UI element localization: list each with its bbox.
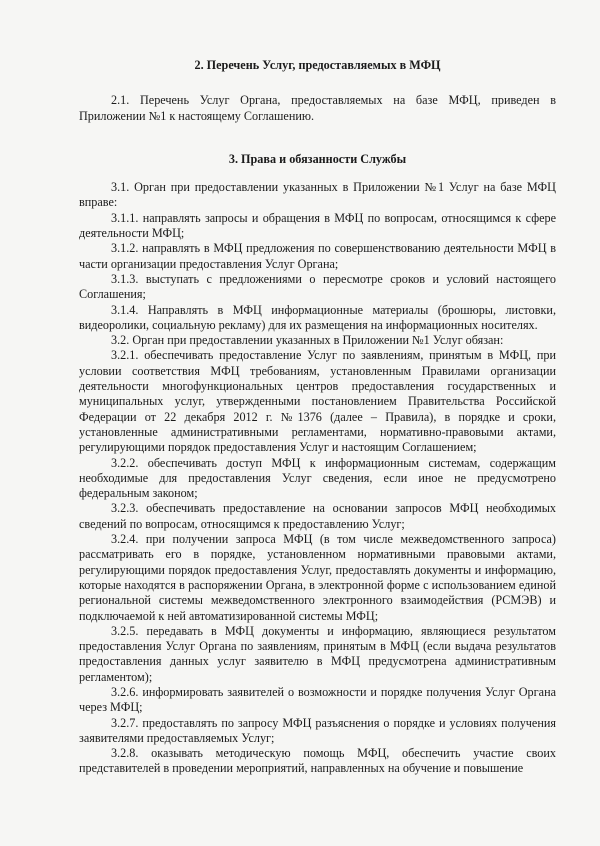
paragraph-3-1-1: 3.1.1. направлять запросы и обращения в МФЦ по вопросам, относящимся к сфере деятельности МФЦ; (79, 210, 556, 241)
paragraph-3-2-6: 3.2.6. информировать заявителей о возможности и порядке получения Услуг Органа через МФЦ; (79, 684, 556, 715)
paragraph-3-1: 3.1. Орган при предоставлении указанных в Приложении №1 Услуг на базе МФЦ вправе: (79, 180, 556, 210)
paragraph-3-2-7: 3.2.7. предоставлять по запросу МФЦ разъяснения о порядке и условиях получения заявителями предоставляемых Услуг; (79, 715, 556, 745)
paragraph-3-1-2: 3.1.2. направлять в МФЦ предложения по совершенствованию деятельности МФЦ в части организации предоставления Услуг Органа; (79, 241, 556, 271)
paragraph-3-2-3: 3.2.3. обеспечивать предоставление на основании запросов МФЦ необходимых сведений по вопросам, относящимся к предоставлению Услуг; (79, 501, 556, 531)
paragraph-3-2-1: 3.2.1. обеспечивать предоставление Услуг по заявлениям, принятым в МФЦ, при условии соответствия МФЦ требованиям, установленным Правилами организации деятельности многофункциональных центров предоставления государственных и муниципальных услуг, утвержденными постановлением Правительства Российской Федерации от 22 декабря 2012 г. №1376 (далее – Правила), в порядке и сроки, установленные административными регламентами, нормативно-правовыми актами, регулирующими порядок предоставления Услуг и настоящим Соглашением; (79, 348, 556, 455)
paragraph-3-2-5: 3.2.5. передавать в МФЦ документы и информацию, являющиеся результатом предоставления Услуг Органа по заявлениям, принятым в МФЦ (если выдача результатов предоставления данных услуг заявителю в МФЦ предусмотрена административным регламентом); (79, 623, 556, 684)
paragraph-3-2-2: 3.2.2. обеспечивать доступ МФЦ к информационным системам, содержащим необходимые для предоставления Услуг сведения, если иное не предусмотрено федеральным законом; (79, 455, 556, 501)
paragraph-3-2-8: 3.2.8. оказывать методическую помощь МФЦ, обеспечить участие своих представителей в проведении мероприятий, направленных на обучение и повышение (79, 746, 556, 776)
paragraph-3-1-4: 3.1.4. Направлять в МФЦ информационные материалы (брошюры, листовки, видеоролики, социальную рекламу) для их размещения на информационных носителях. (79, 302, 556, 332)
paragraph-2-1: 2.1. Перечень Услуг Органа, предоставляемых на базе МФЦ, приведен в Приложении №1 к настоящему Соглашению. (79, 93, 556, 123)
section-3-heading: 3. Права и обязанности Службы (228, 151, 407, 166)
paragraph-3-1-3: 3.1.3. выступать с предложениями о пересмотре сроков и условий настоящего Соглашения; (79, 271, 556, 302)
section-2-heading: 2. Перечень Услуг, предоставляемых в МФЦ (194, 58, 441, 72)
paragraph-3-2-4: 3.2.4. при получении запроса МФЦ (в том числе межведомственного запроса) рассматривать его в порядке, установленном нормативными правовыми актами, регулирующими порядок предоставления Услуг, предоставлять документы и информацию, которые находятся в распоряжении Органа, в электронной форме с использованием единой региональной системы межведомственного электронного взаимодействия (РСМЭВ) и подключаемой к ней автоматизированной системы МФЦ; (79, 532, 556, 623)
paragraph-3-2: 3.2. Орган при предоставлении указанных в Приложении №1 Услуг обязан: (111, 333, 504, 348)
